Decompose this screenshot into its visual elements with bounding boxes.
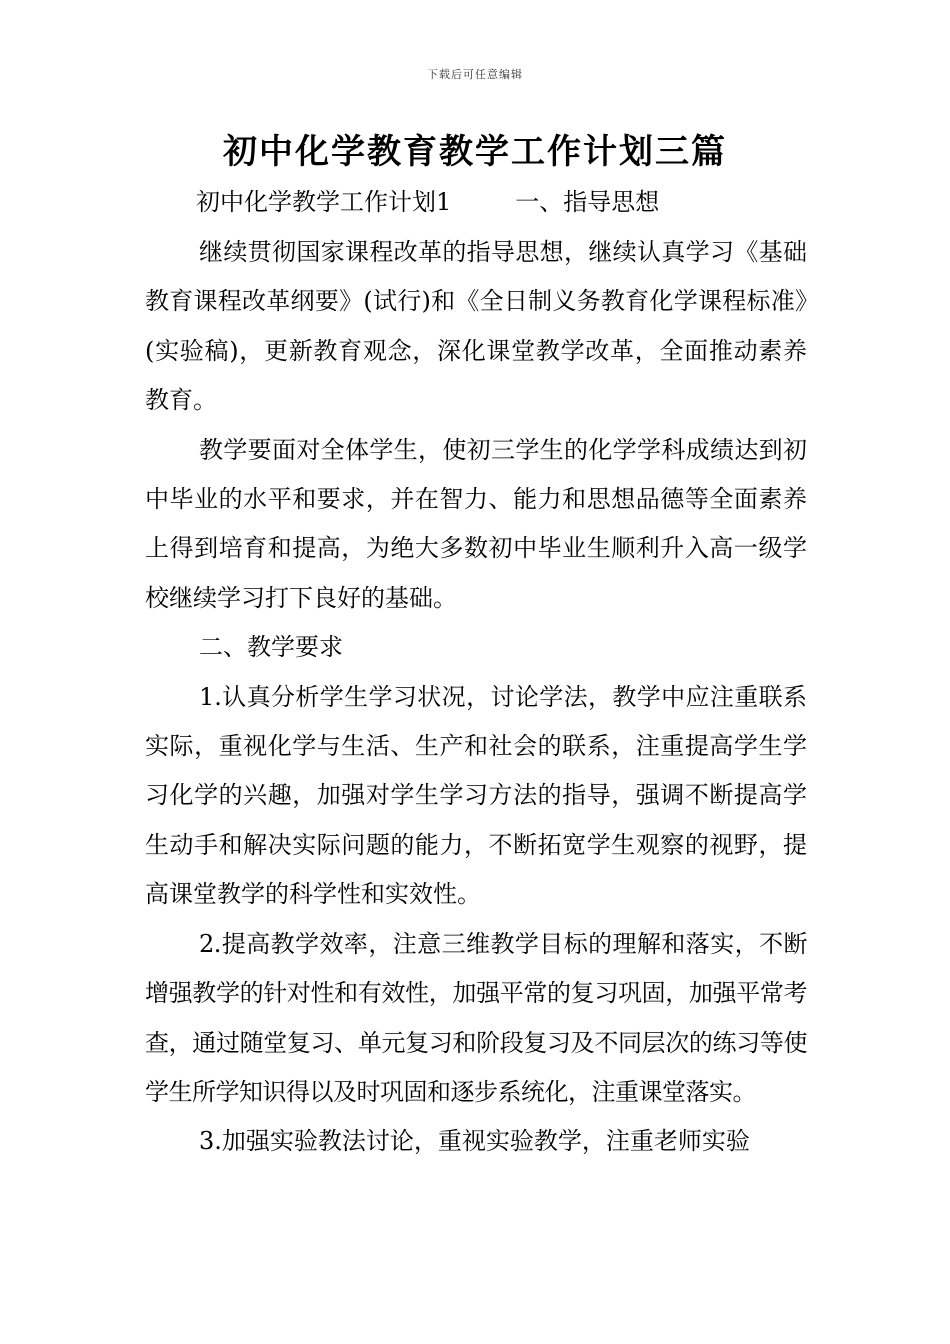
paragraph-requirement-2: 2.提高教学效率，注意三维教学目标的理解和落实，不断增强教学的针对性和有效性，加强平常的复习巩固，加强平常考查，通过随堂复习、单元复习和阶段复习及不同层次的练习等使学生所学知识得以及时巩固和逐步系统化，注重课堂落实。 <box>145 929 807 1106</box>
plan-name: 初中化学教学工作计划1 <box>196 188 452 216</box>
paragraph-guiding-ideology: 继续贯彻国家课程改革的指导思想，继续认真学习《基础教育课程改革纲要》(试行)和《全日制义务教育化学课程标准》(实验稿)，更新教育观念，深化课堂教学改革，全面推动素养教育。 <box>145 238 807 415</box>
paragraph-requirement-3: 3.加强实验教法讨论，重视实验教学，注重老师实验 <box>199 1127 750 1156</box>
paragraph-teaching-goal: 教学要面对全体学生，使初三学生的化学学科成绩达到初中毕业的水平和要求，并在智力、能力和思想品德等全面素养上得到培育和提高，为绝大多数初中毕业生顺利升入高一级学校继续学习打下良好的基础。 <box>145 435 807 612</box>
section-heading-teaching-requirements: 二、教学要求 <box>199 633 343 662</box>
paragraph-requirement-1: 1.认真分析学生学习状况，讨论学法，教学中应注重联系实际，重视化学与生活、生产和社会的联系，注重提高学生学习化学的兴趣，加强对学生学习方法的指导，强调不断提高学生动手和解决实际问题的能力，不断拓宽学生观察的视野，提高课堂教学的科学性和实效性。 <box>145 682 807 909</box>
document-title: 初中化学教育教学工作计划三篇 <box>223 132 727 172</box>
subtitle-line <box>196 182 659 217</box>
document-body <box>145 228 807 1167</box>
section-heading-guiding-ideology: 一、指导思想 <box>515 188 660 216</box>
header-note: 下载后可任意编辑 <box>427 68 523 81</box>
